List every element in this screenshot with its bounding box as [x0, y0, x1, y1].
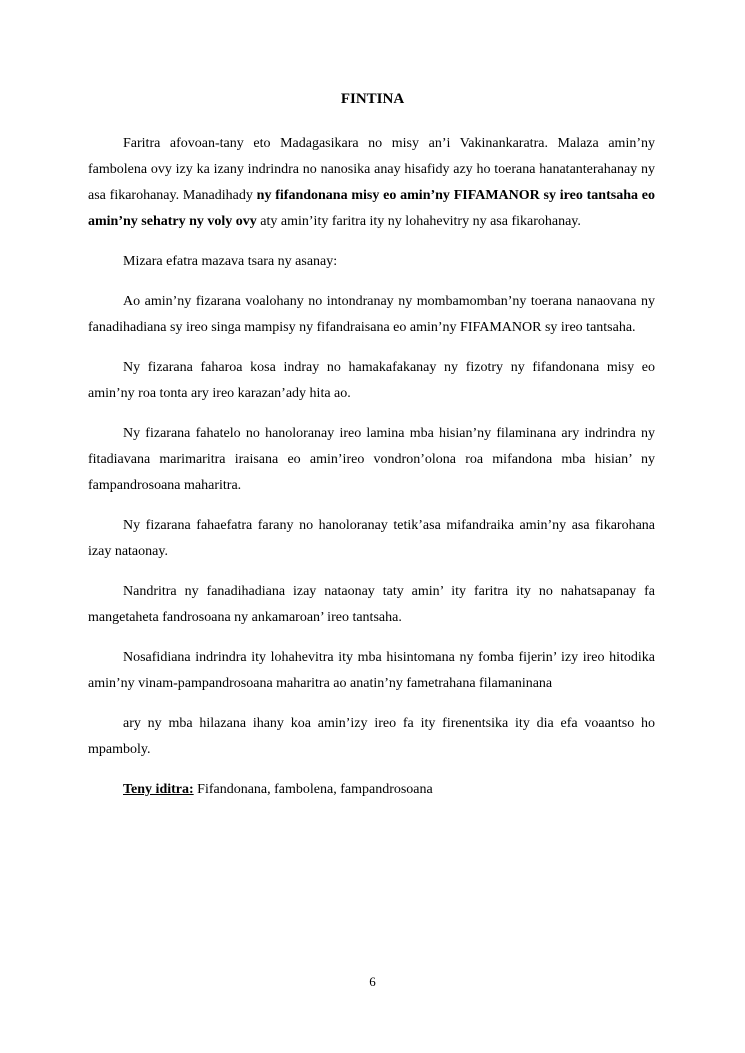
- page-title: FINTINA: [340, 91, 405, 107]
- paragraph-intro-bold-topic: ny fifandonana misy eo amin’ny FIFAMANOR sy ireo tantsaha eo amin’ny sehatry ny voly ovy: [88, 188, 655, 229]
- keywords-line: [88, 777, 655, 803]
- paragraph-part-three: Ny fizarana fahatelo no hanoloranay ireo lamina mba hisian’ny filaminana ary indrindra ny fitadiavana marimaritra iraisana eo amin’ireo vondron’olona roa mifandona mba hisian’ ny fampandrosoana maharitra.: [88, 426, 655, 493]
- page-number: 6: [369, 974, 376, 989]
- paragraph-part-four: Ny fizarana fahaefatra farany no hanoloranay tetik’asa mifandraika amin’ny asa fikarohana izay nataonay.: [88, 518, 655, 559]
- paragraph-findings: Nandritra ny fanadihadiana izay nataonay taty amin’ ity faritra ity no nahatsapanay fa mangetaheta fandrosoana ny ankamaroan’ ireo tantsaha.: [88, 584, 655, 625]
- paragraph-part-one: Ao amin’ny fizarana voalohany no intondranay ny mombamomban’ny toerana nanaovana ny fanadihadiana sy ireo singa mampisy ny fifandraisana eo amin’ny FIFAMANOR sy ireo tantsaha.: [88, 294, 655, 335]
- paragraph-intro-text-before: Faritra afovoan-tany eto Madagasikara no misy an’i Vakinankaratra. Malaza amin’ny fambolena ovy izy ka izany indrindra no nanosika anay hisafidy azy ho toerana hanatanterahanay ny asa fikarohanay. Manadihady: [88, 136, 655, 203]
- paragraph-intro-text-after: aty amin’ity faritra ity ny lohahevitry ny asa fikarohanay.: [256, 214, 581, 229]
- keywords-label: Teny iditra:: [123, 782, 194, 797]
- abstract-body: [88, 131, 655, 817]
- paragraph-conclusion: ary ny mba hilazana ihany koa amin’izy ireo fa ity firenentsika ity dia efa voaantso ho mpamboly.: [88, 716, 655, 757]
- paragraph-structure: Mizara efatra mazava tsara ny asanay:: [123, 254, 338, 269]
- paragraph-intro: [88, 131, 655, 235]
- paragraph-part-two: Ny fizarana faharoa kosa indray no hamakafakanay ny fizotry ny fifandonana misy eo amin’ny roa tonta ary ireo karazan’ady hita ao.: [88, 360, 655, 401]
- keywords-values: Fifandonana, fambolena, fampandrosoana: [193, 782, 433, 797]
- paragraph-motivation: Nosafidiana indrindra ity lohahevitra ity mba hisintomana ny fomba fijerin’ izy ireo hitodika amin’ny vinam-pampandrosoana maharitra ao anatin’ny fametrahana filamaninana: [88, 650, 655, 691]
